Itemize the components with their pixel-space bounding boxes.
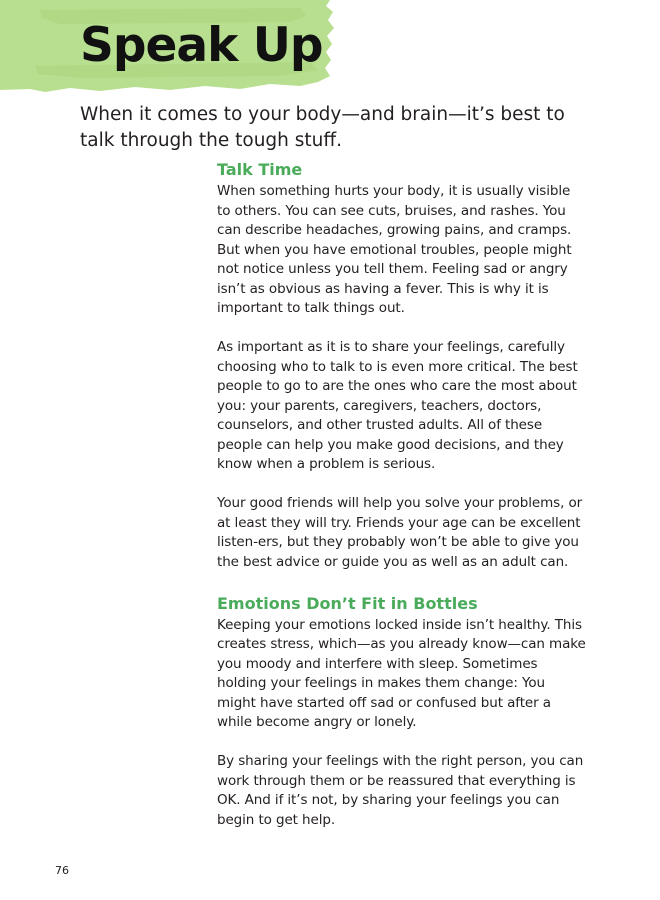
intro-text: When it comes to your body—and brain—it’s best to talk through the tough stuff. — [80, 104, 565, 151]
article-body — [217, 158, 587, 850]
paragraph: Your good friends will help you solve your problems, or at least they will try. Friends your age can be excellent listen-ers, but they probably won’t be able to give you the best advice or guide you as well as an adult can. — [217, 495, 583, 570]
section-emotions — [217, 592, 587, 831]
section-talk-time — [217, 158, 587, 572]
paragraph: Keeping your emotions locked inside isn’t healthy. This creates stress, which—as you already know—can make you moody and interfere with sleep. Sometimes holding your feelings in makes them change: You might have started off sad or confused but after a while become angry or lonely. — [217, 616, 586, 730]
section-heading: Emotions Don’t Fit in Bottles — [217, 593, 478, 613]
paragraph: As important as it is to share your feelings, carefully choosing who to talk to is even more critical. The best people to go to are the ones who care the most about you: your parents, caregivers, teachers, doctors, counselors, and other trusted adults. All of these people can help you make good decisions, and they know when a problem is serious. — [217, 339, 578, 472]
section-heading: Talk Time — [217, 160, 303, 179]
paragraph: By sharing your feelings with the right person, you can work through them or be reassured that everything is OK. And if it’s not, by sharing your feelings you can begin to get help. — [217, 753, 584, 828]
page-number: 76 — [55, 864, 69, 877]
paragraph: When something hurts your body, it is usually visible to others. You can see cuts, bruises, and rashes. You can describe headaches, growing pains, and cramps. But when you have emotional troubles, people might not notice unless you tell them. Feeling sad or angry isn’t as obvious as having a fever. This is why it is important to talk things out. — [217, 183, 572, 316]
page-title: Speak Up — [80, 18, 323, 73]
